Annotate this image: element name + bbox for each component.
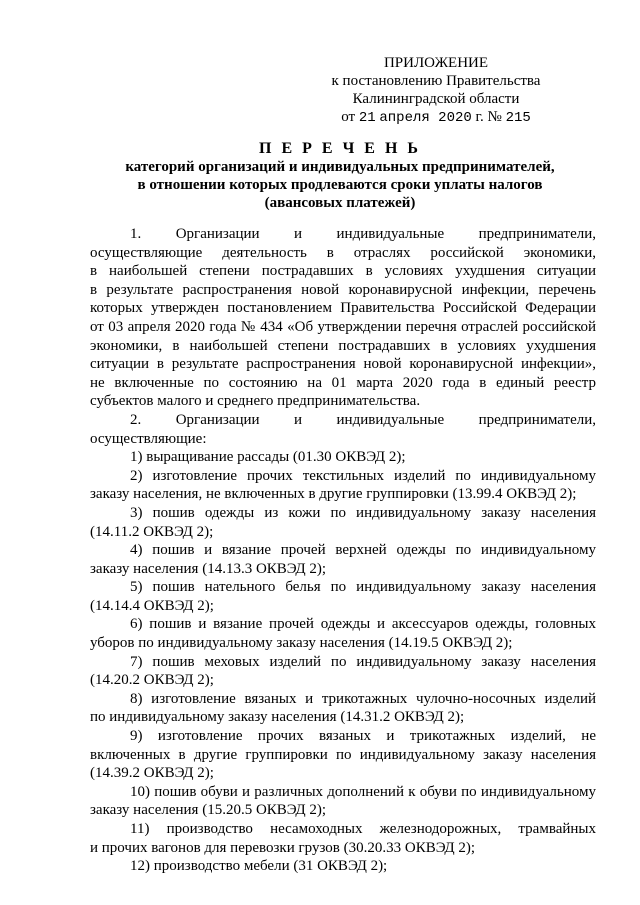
list-item: 8) изготовление вязаных и трикотажных чулочно-носочных изделий (130, 690, 596, 707)
document-heading (90, 140, 590, 212)
list-item: 11) производство несамоходных железнодорожных, трамвайных (130, 821, 596, 837)
list-item: 6) пошив и вязание прочей одежды и аксессуаров одежды, головных (130, 616, 596, 633)
appendix-line-1: к постановлению Правительства (331, 73, 541, 89)
list-item-cont: (14.11.2 ОКВЭД 2); (90, 523, 214, 540)
body-line: 1. Организации и индивидуальные предприниматели, (130, 226, 596, 242)
list-item: 2) изготовление прочих текстильных изделий по индивидуальному (130, 467, 596, 484)
body-line: экономики, в наибольшей степени пострадавших в условиях ухудшения (90, 337, 596, 354)
resolution-number: 215 (505, 110, 531, 126)
body-line: не включенные по состоянию на 01 марта 2020 года в единый реестр (90, 374, 596, 391)
appendix-header (286, 54, 586, 127)
list-item-cont: включенных в другие группировки по индивидуальному заказу населения (90, 746, 596, 763)
list-item: 7) пошив меховых изделий по индивидуальному заказу населения (130, 653, 596, 670)
date-prefix: от (341, 109, 356, 125)
year-suffix: г. № (475, 109, 502, 125)
list-item: 9) изготовление прочих вязаных и трикотажных изделий, не (130, 728, 596, 745)
list-item: 4) пошив и вязание прочей верхней одежды по индивидуальному (130, 542, 596, 559)
list-item-cont: (14.39.2 ОКВЭД 2); (90, 765, 214, 782)
body-line: которых утвержден постановлением Правительства Российской Федерации (90, 300, 596, 317)
heading-word: П Е Р Е Ч Е Н Ь (259, 140, 421, 157)
date-month-year: апреля 2020 (379, 110, 472, 126)
heading-line-2: в отношении которых продлеваются сроки уплаты налогов (137, 177, 543, 193)
heading-line-1: категорий организаций и индивидуальных предпринимателей, (125, 159, 555, 175)
list-item-cont: заказу населения (15.20.5 ОКВЭД 2); (90, 802, 327, 819)
list-item: 5) пошив нательного белья по индивидуальному заказу населения (130, 579, 596, 596)
appendix-title: ПРИЛОЖЕНИЕ (383, 55, 489, 71)
date-day: 21 (358, 110, 376, 126)
list-item: 1) выращивание рассады (01.30 ОКВЭД 2); (130, 449, 406, 466)
body-line: 2. Организации и индивидуальные предприниматели, (130, 411, 596, 428)
list-item-cont: (14.20.2 ОКВЭД 2); (90, 672, 214, 689)
list-item: 12) производство мебели (31 ОКВЭД 2); (130, 858, 388, 875)
body-line: субъектов малого и среднего предпринимательства. (90, 393, 421, 410)
list-item-cont: уборов по индивидуальному заказу населения (14.19.5 ОКВЭД 2); (90, 635, 513, 652)
list-item: 3) пошив одежды из кожи по индивидуальному заказу населения (130, 504, 596, 521)
appendix-line-2: Калининградской области (352, 91, 520, 107)
body-line: осуществляющие деятельность в отраслях российской экономики, (90, 244, 596, 261)
heading-line-3: (авансовых платежей) (264, 195, 416, 211)
body-line: ситуации в результате распространения новой коронавирусной инфекции», (90, 356, 596, 373)
list-item-cont: заказу населения (14.13.3 ОКВЭД 2); (90, 560, 327, 577)
list-item-cont: заказу населения, не включенных в другие группировки (13.99.4 ОКВЭД 2); (90, 486, 577, 503)
body-line: от 03 апреля 2020 года № 434 «Об утверждении перечня отраслей российской (90, 318, 596, 335)
list-item-cont: и прочих вагонов для перевозки грузов (30.20.33 ОКВЭД 2); (90, 839, 475, 856)
list-item-cont: по индивидуальному заказу населения (14.31.2 ОКВЭД 2); (90, 709, 465, 726)
appendix-date-line (286, 108, 586, 127)
body-line: в результате распространения новой коронавирусной инфекции, перечень (90, 281, 596, 298)
document-body (90, 225, 596, 876)
body-line: в наибольшей степени пострадавших в условиях ухудшения ситуации (90, 263, 596, 280)
body-line: осуществляющие: (90, 430, 207, 447)
list-item-cont: (14.14.4 ОКВЭД 2); (90, 597, 214, 614)
list-item: 10) пошив обуви и различных дополнений к обуви по индивидуальному (130, 783, 596, 800)
